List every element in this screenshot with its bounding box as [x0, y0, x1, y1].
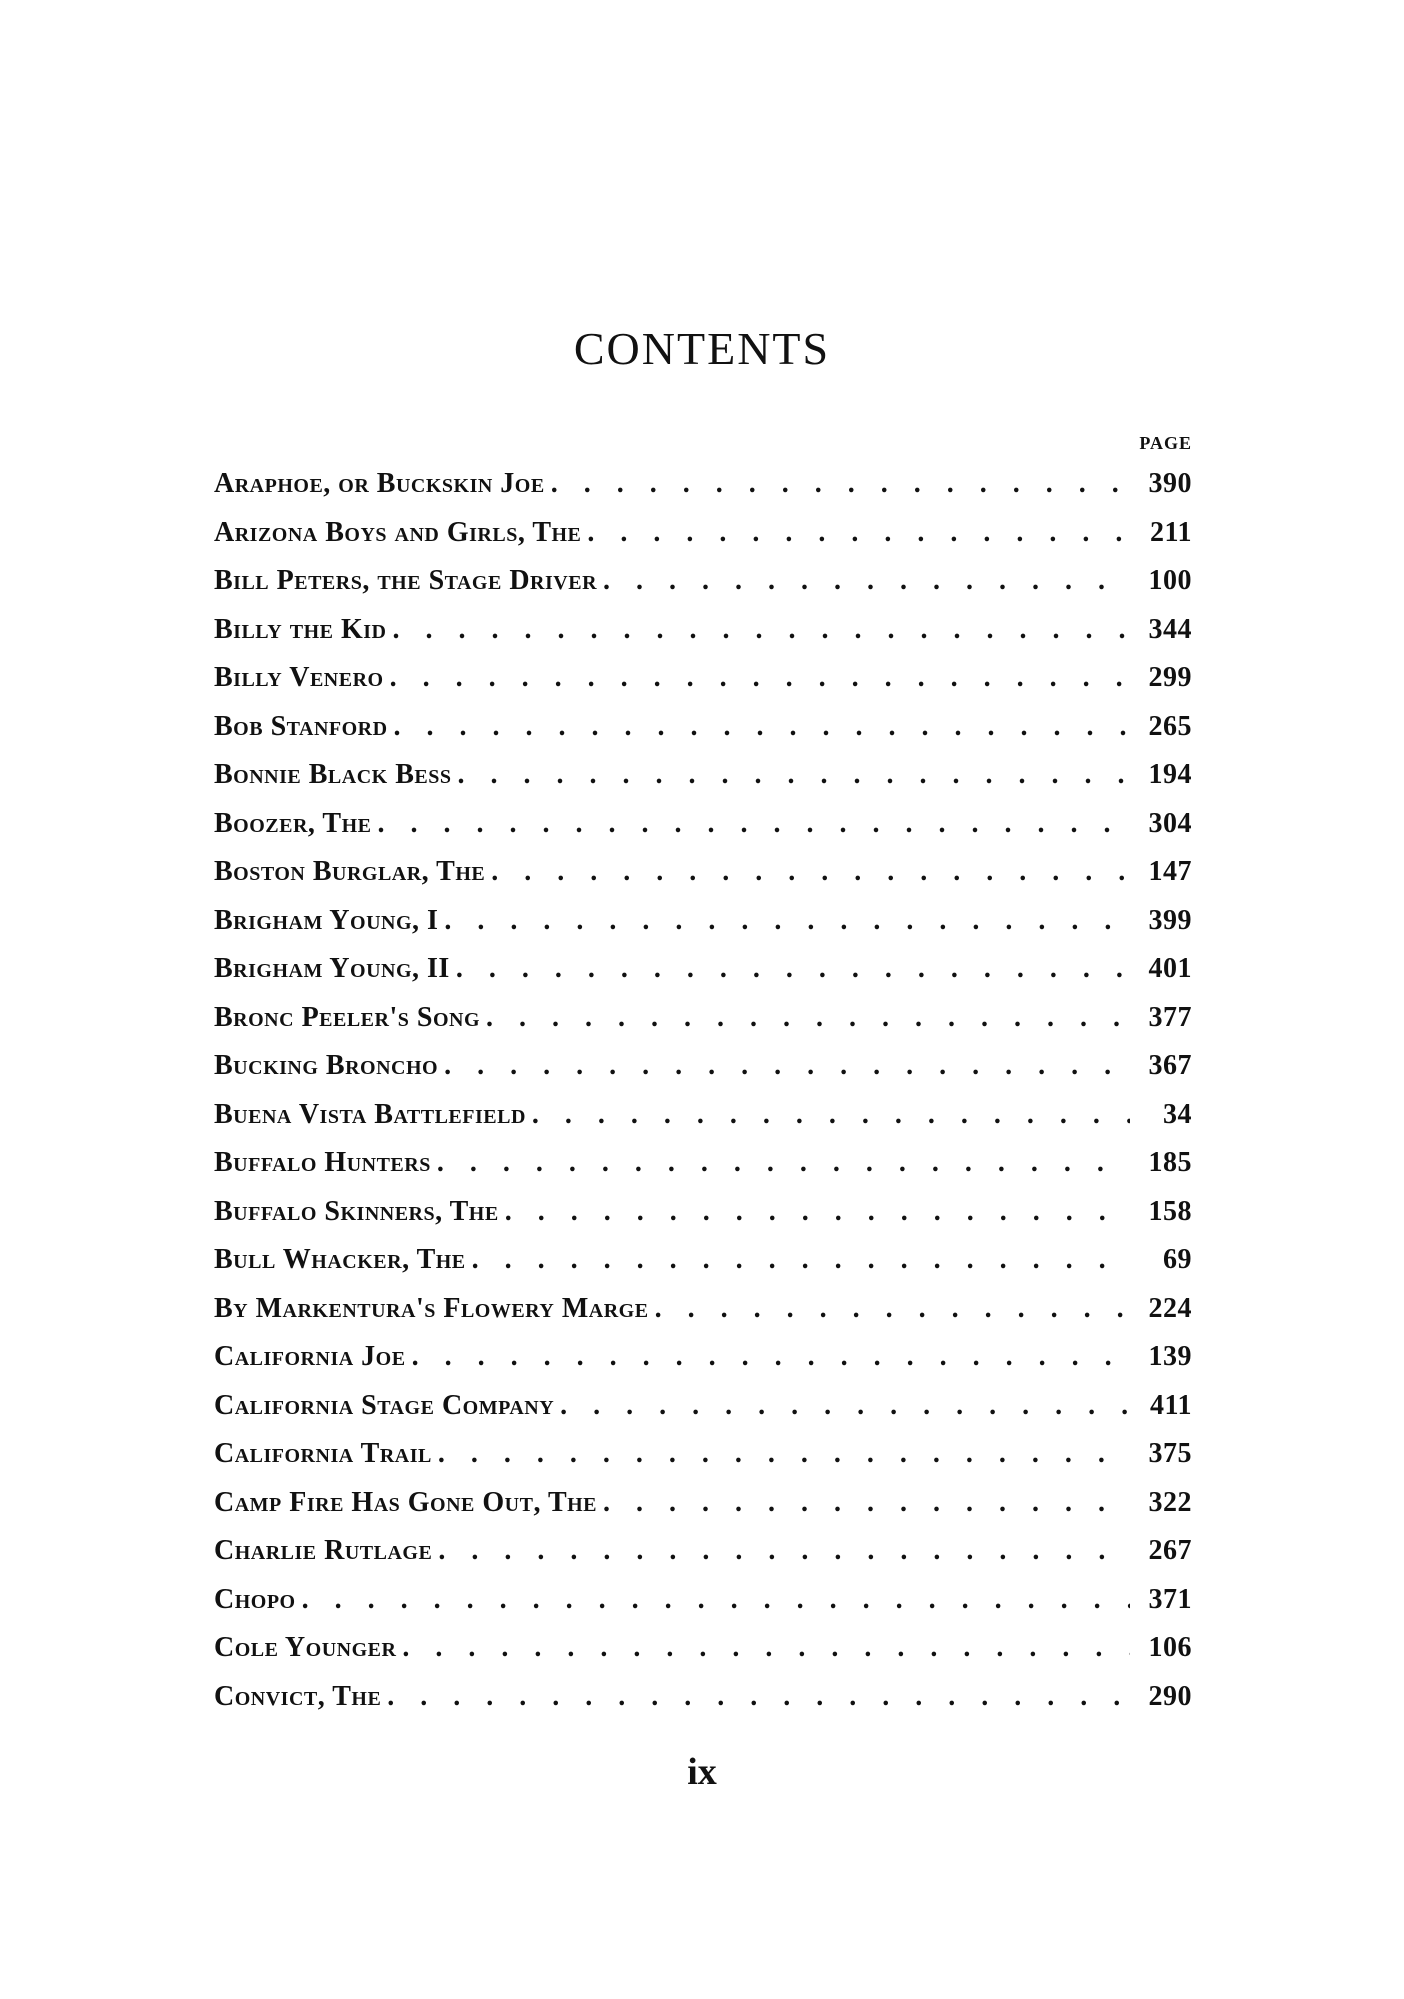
dot-leader: [472, 1236, 1130, 1285]
toc-entry-title: Bonnie Black Bess: [214, 759, 452, 790]
toc-entry-page: 100: [1148, 565, 1192, 596]
toc-entry-page: 265: [1148, 710, 1192, 742]
toc-entry: [214, 509, 1192, 558]
dot-leader: [437, 1139, 1130, 1188]
toc-entry-page: 390: [1148, 468, 1192, 499]
toc-entry-page: 371: [1148, 1583, 1192, 1615]
toc-entry-title: Bob Stanford: [214, 710, 388, 742]
toc-entry: [214, 1527, 1192, 1576]
toc-entry-title: California Stage Company: [214, 1389, 555, 1421]
dot-leader: [412, 1333, 1130, 1382]
toc-entry: [214, 460, 1192, 509]
dot-leader: [491, 848, 1130, 897]
toc-entry-page: 106: [1148, 1632, 1192, 1663]
toc-entry: [214, 557, 1192, 606]
toc-entry-page: 304: [1148, 807, 1192, 839]
toc-entry-page: 377: [1148, 1001, 1192, 1033]
toc-entry: [214, 1139, 1192, 1188]
dot-leader: [444, 1042, 1130, 1091]
toc-entry: [214, 1236, 1192, 1285]
toc-entry-page: 194: [1148, 759, 1192, 790]
dot-leader: [438, 1430, 1130, 1479]
dot-leader: [444, 897, 1130, 946]
toc-entry-title: Convict, The: [214, 1680, 382, 1712]
dot-leader: [532, 1091, 1130, 1140]
toc-entry-page: 401: [1148, 953, 1192, 984]
toc-entry-title: Bull Whacker, The: [214, 1244, 466, 1275]
toc-entry-title: Billy Venero: [214, 662, 384, 693]
toc-entry-page: 299: [1148, 662, 1192, 693]
dot-leader: [486, 994, 1130, 1043]
dot-leader: [387, 1673, 1130, 1722]
dot-leader: [560, 1382, 1130, 1431]
toc-entry-page: 211: [1150, 516, 1192, 548]
toc-entry-title: Brigham Young, I: [214, 904, 439, 936]
toc-entry-page: 411: [1150, 1389, 1192, 1421]
toc-entry-title: Buffalo Skinners, The: [214, 1195, 499, 1227]
toc-entry-title: Arizona Boys and Girls, The: [214, 516, 582, 548]
toc-entry: [214, 848, 1192, 897]
toc-entry: [214, 1333, 1192, 1382]
toc-entry-page: 399: [1148, 904, 1192, 936]
toc-entry-title: Bucking Broncho: [214, 1050, 439, 1081]
dot-leader: [505, 1188, 1130, 1237]
toc-entry-page: 344: [1148, 613, 1192, 645]
toc-entry-title: Billy the Kid: [214, 613, 387, 645]
toc-entry: [214, 606, 1192, 655]
dot-leader: [302, 1576, 1130, 1625]
toc-entry-title: Araphoe, or Buckskin Joe: [214, 468, 545, 499]
toc-entry-page: 322: [1148, 1486, 1192, 1518]
page-column-label: PAGE: [1139, 433, 1192, 453]
dot-leader: [603, 1479, 1130, 1528]
toc-entry-page: 158: [1148, 1195, 1192, 1227]
toc-entry: [214, 1382, 1192, 1431]
toc-entry-title: Bill Peters, the Stage Driver: [214, 565, 598, 596]
dot-leader: [456, 945, 1130, 994]
toc-entry: [214, 1285, 1192, 1334]
toc-entry-title: Charlie Rutlage: [214, 1535, 433, 1566]
toc-entry: [214, 1673, 1192, 1722]
toc-entry-title: Boozer, The: [214, 807, 372, 839]
dot-leader: [402, 1624, 1130, 1673]
dot-leader: [393, 606, 1131, 655]
toc-entry: [214, 1624, 1192, 1673]
toc-entry: [214, 751, 1192, 800]
toc-entry-page: 34: [1163, 1098, 1192, 1130]
toc-entry-title: California Joe: [214, 1341, 406, 1372]
toc-entry-title: Camp Fire Has Gone Out, The: [214, 1486, 598, 1518]
toc-entry: [214, 994, 1192, 1043]
table-of-contents: [214, 460, 1192, 1721]
toc-entry: [214, 1091, 1192, 1140]
dot-leader: [377, 800, 1130, 849]
page-number: ix: [687, 1751, 717, 1793]
toc-entry: [214, 1042, 1192, 1091]
toc-entry-title: Bronc Peeler's Song: [214, 1001, 480, 1033]
toc-entry-title: By Markentura's Flowery Marge: [214, 1292, 649, 1324]
toc-entry-title: Cole Younger: [214, 1632, 397, 1663]
toc-entry: [214, 945, 1192, 994]
toc-entry: [214, 800, 1192, 849]
dot-leader: [457, 751, 1130, 800]
toc-entry-title: California Trail: [214, 1438, 432, 1469]
toc-entry-page: 267: [1148, 1535, 1192, 1566]
toc-entry-page: 375: [1148, 1438, 1192, 1469]
toc-entry: [214, 1430, 1192, 1479]
dot-leader: [438, 1527, 1130, 1576]
toc-entry-title: Buena Vista Battlefield: [214, 1098, 526, 1130]
page-title: CONTENTS: [573, 323, 831, 374]
toc-entry-page: 367: [1148, 1050, 1192, 1081]
toc-entry-page: 290: [1148, 1680, 1192, 1712]
toc-entry: [214, 654, 1192, 703]
toc-entry-page: 69: [1163, 1244, 1192, 1275]
toc-entry-title: Buffalo Hunters: [214, 1147, 431, 1178]
dot-leader: [390, 654, 1130, 703]
dot-leader: [655, 1285, 1130, 1334]
toc-entry-title: Brigham Young, II: [214, 953, 450, 984]
dot-leader: [587, 509, 1130, 558]
toc-entry-page: 139: [1148, 1341, 1192, 1372]
toc-entry-page: 224: [1148, 1292, 1192, 1324]
dot-leader: [551, 460, 1130, 509]
dot-leader: [394, 703, 1130, 752]
toc-entry: [214, 1188, 1192, 1237]
toc-entry-title: Chopo: [214, 1583, 296, 1615]
toc-entry-page: 147: [1148, 856, 1192, 887]
toc-entry-page: 185: [1148, 1147, 1192, 1178]
toc-entry: [214, 703, 1192, 752]
toc-entry: [214, 1479, 1192, 1528]
toc-entry-title: Boston Burglar, The: [214, 856, 486, 887]
toc-entry: [214, 897, 1192, 946]
dot-leader: [603, 557, 1130, 606]
toc-entry: [214, 1576, 1192, 1625]
